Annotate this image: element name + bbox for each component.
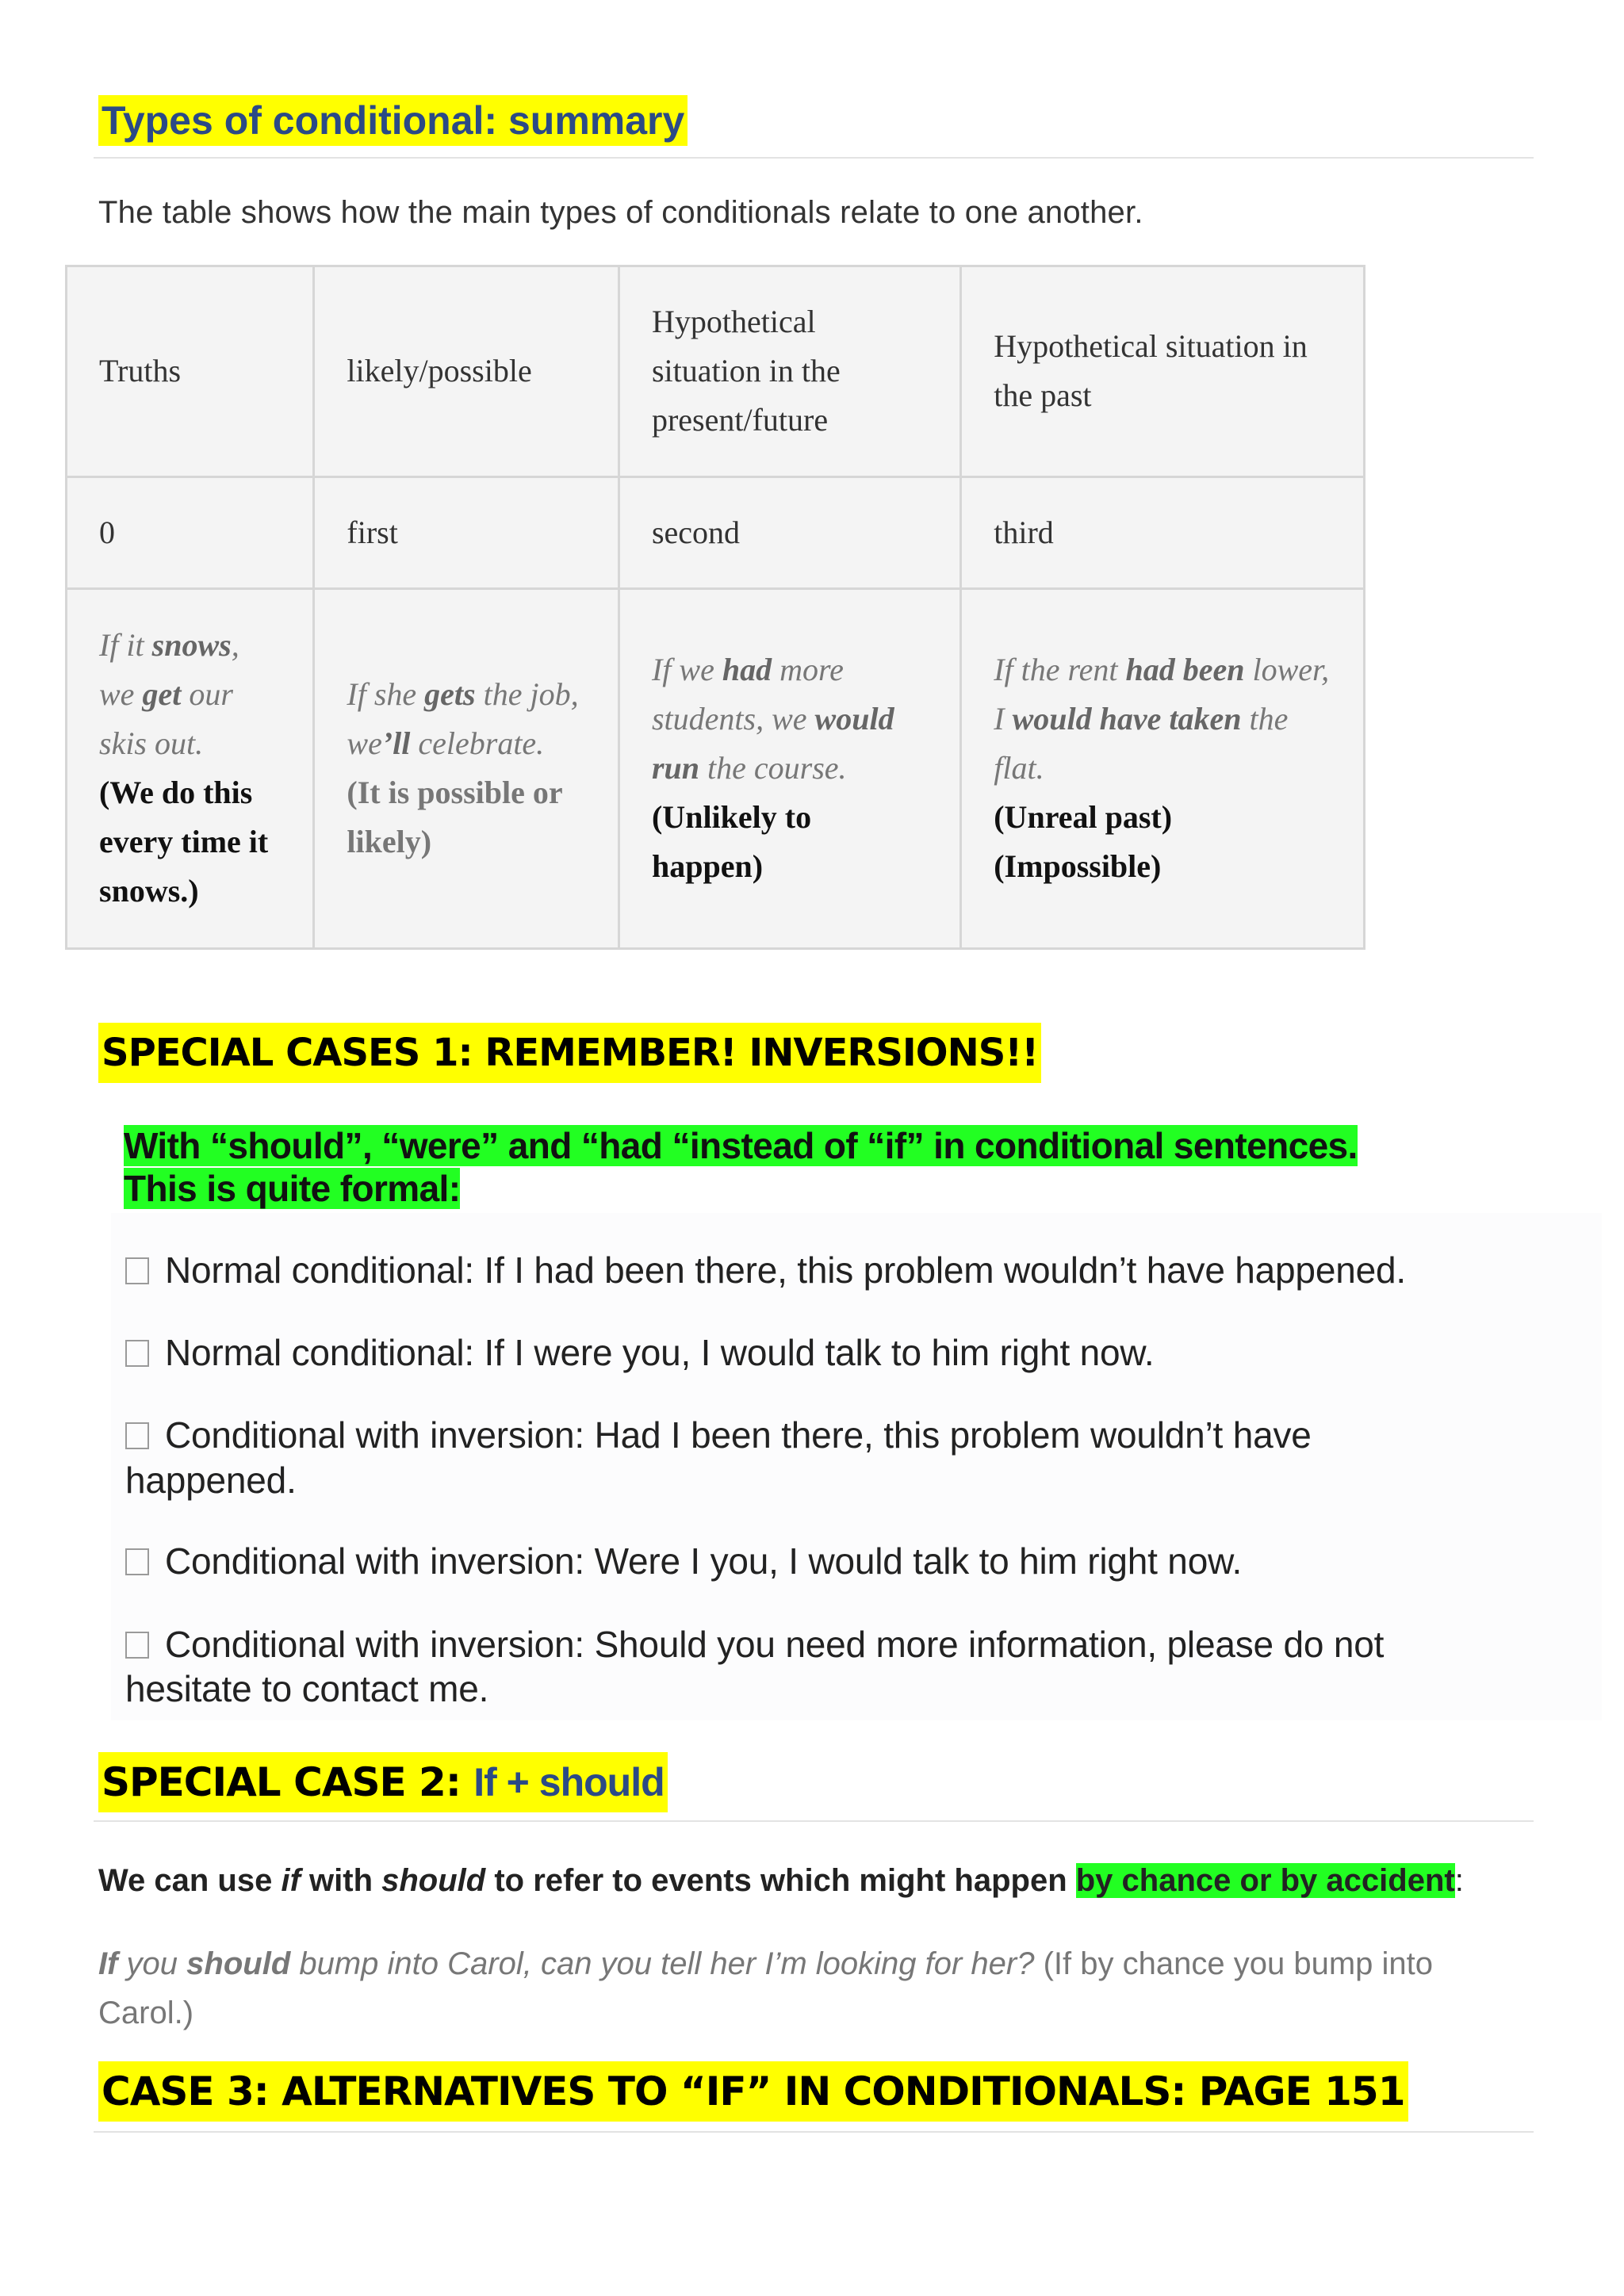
header-cell: Hypothetical situation in the present/future [619,266,960,477]
example-note: (We do this every time it snows.) [99,775,269,909]
example-note: (Unreal past)(Impossible) [994,799,1173,885]
should-example: If you should bump into Carol, can you tell her I’m looking for her? (If by chance you bump into Carol.) [98,1946,1433,2030]
example-cell-third [961,588,1365,948]
special-case-1-heading: SPECIAL CASES 1: REMEMBER! INVERSIONS!! [98,1023,1041,1083]
type-cell: 0 [67,476,314,588]
example-sentence: If it snows, we get our skis out. [99,627,239,762]
list-item: Normal conditional: If I had been there, this problem wouldn’t have happened. [125,1247,1505,1293]
example-sentence: If she gets the job, we’ll celebrate. [347,676,579,762]
checkbox-icon [125,1632,149,1659]
should-explanation: We can use if with should to refer to events which might happen by chance or by accident: [98,1863,1464,1898]
special-case-2-heading: SPECIAL CASE 2: If + should [98,1752,668,1812]
checkbox-icon [125,1257,149,1284]
header-cell: likely/possible [314,266,619,477]
example-cell-second [619,588,960,948]
intro-text: The table shows how the main types of conditionals relate to one another. [98,195,1143,230]
list-item: Conditional with inversion: Were I you, I would talk to him right now. [125,1538,1505,1584]
type-cell: first [314,476,619,588]
list-item: Normal conditional: If I were you, I would talk to him right now. [125,1330,1505,1376]
table-row [67,476,1365,588]
checkbox-icon [125,1422,149,1449]
example-cell-first [314,588,619,948]
conditionals-table [65,265,1365,950]
header-cell: Truths [67,266,314,477]
case-3-heading: CASE 3: ALTERNATIVES TO “IF” IN CONDITIONALS: PAGE 151 [98,2061,1408,2122]
example-cell-zero [67,588,314,948]
list-item-continuation: hesitate to contact me. [125,1668,489,1709]
example-sentence: If the rent had been lower, I would have taken the flat. [994,652,1330,786]
type-cell: second [619,476,960,588]
divider [94,157,1534,159]
page-title: Types of conditional: summary [98,95,688,146]
table-row [67,266,1365,477]
example-note: (It is possible or likely) [347,775,562,860]
inversion-note: With “should”, “were” and “had “instead of “if” in conditional sentences. This is quite formal: [124,1125,1358,1209]
type-cell: third [961,476,1365,588]
header-cell: Hypothetical situation in the past [961,266,1365,477]
list-item-continuation: happened. [125,1460,297,1501]
divider [94,2131,1534,2133]
list-item: Conditional with inversion: Should you need more information, please do not [125,1621,1505,1667]
checkbox-icon [125,1340,149,1367]
example-note: (Unlikely to happen) [651,799,812,885]
example-sentence: If we had more students, we would run the course. [651,652,894,786]
checkbox-icon [125,1548,149,1575]
table-row [67,588,1365,948]
list-item: Conditional with inversion: Had I been there, this problem wouldn’t have [125,1412,1505,1458]
divider [94,1820,1534,1822]
